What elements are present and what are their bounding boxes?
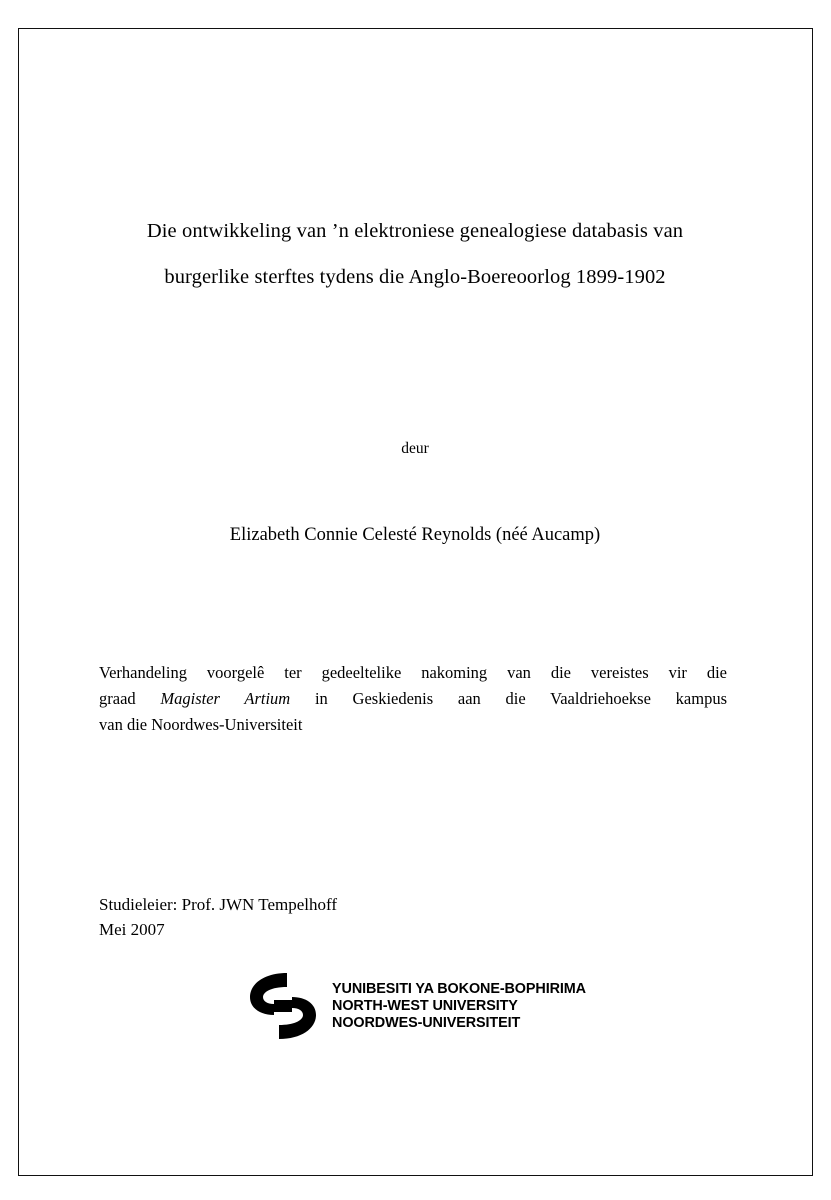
- degree-statement-line-2: [99, 686, 727, 712]
- title-line-1: Die ontwikkeling van ’n elektroniese genealogiese databasis van: [146, 220, 684, 242]
- degree-statement-line-1: Verhandeling voorgelê ter gedeeltelike nakoming van die vereistes vir die: [99, 663, 727, 682]
- author-name: Elizabeth Connie Celesté Reynolds (néé Aucamp): [229, 525, 601, 545]
- university-logo: [90, 970, 740, 1042]
- degree-statement-line-2-prefix: graad: [99, 689, 161, 708]
- nwu-logo-icon: [244, 970, 322, 1042]
- page-content: [90, 28, 740, 1176]
- degree-name-italic: Magister Artium: [160, 689, 291, 708]
- degree-statement-line-3: van die Noordwes-Universiteit: [99, 715, 303, 734]
- degree-statement: [99, 660, 727, 738]
- university-logo-text: [332, 981, 586, 1032]
- supervisor-name: Studieleier: Prof. JWN Tempelhoff: [99, 895, 338, 914]
- degree-statement-line-2-suffix: in Geskiedenis aan die Vaaldriehoekse kampus: [290, 689, 727, 708]
- logo-text-line-1: YUNIBESITI YA BOKONE-BOPHIRIMA: [332, 980, 586, 997]
- supervisor-block: [99, 892, 599, 942]
- title-line-2: burgerlike sterftes tydens die Anglo-Boereoorlog 1899-1902: [164, 266, 666, 288]
- submission-date: Mei 2007: [99, 920, 165, 939]
- by-label: deur: [401, 440, 429, 457]
- logo-text-line-3: NOORDWES-UNIVERSITEIT: [332, 1014, 521, 1031]
- document-title: [90, 208, 740, 300]
- logo-text-line-2: NORTH-WEST UNIVERSITY: [332, 997, 518, 1014]
